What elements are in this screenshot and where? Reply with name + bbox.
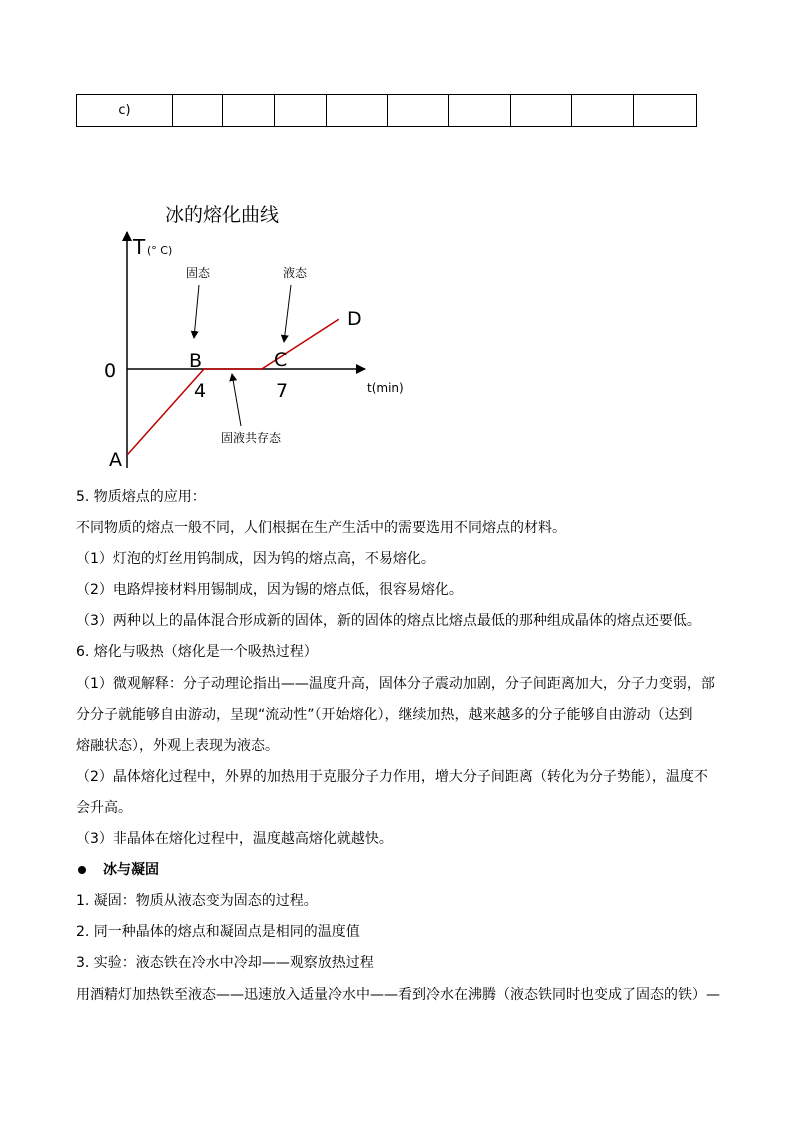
y-axis-unit: (° C): [147, 244, 173, 257]
x-tick-7: 7: [276, 380, 289, 402]
item-2: 2. 同一种晶体的熔点和凝固点是相同的温度值: [76, 924, 360, 940]
annotation-mixed: 固液共存态: [221, 431, 282, 445]
annotation-mixed-arrow: [232, 374, 241, 426]
annotation-solid-arrow: [194, 285, 199, 338]
section-6-item-1-line-2: 分分子就能够自由游动，呈现“流动性”（开始熔化），继续加热，越来越多的分子能够自由游动（达到: [76, 707, 693, 723]
section-6-item-2-line-1: （2）晶体熔化过程中，外界的加热用于克服分子力作用，增大分子间距离（转化为分子势能），温度不: [76, 769, 708, 785]
point-a-label: A: [109, 449, 122, 471]
section-6-item-2-line-2: 会升高。: [76, 800, 132, 816]
annotation-liquid: 液态: [283, 266, 308, 280]
section-6-item-3: （3）非晶体在熔化过程中，温度越高熔化就越快。: [76, 831, 393, 847]
annotation-liquid-arrow: [284, 285, 291, 342]
chart-title: 冰的熔化曲线: [165, 204, 280, 226]
annotation-solid: 固态: [186, 266, 211, 280]
x-axis-label: t(min): [367, 381, 404, 395]
table-cell: c): [77, 95, 173, 127]
point-b-label: B: [189, 350, 203, 372]
y-axis-letter: T: [133, 235, 146, 259]
section-6-item-1-line-1: （1）微观解释：分子动理论指出——温度升高，固体分子震动加剧，分子间距离加大，分子力变弱，部: [76, 676, 715, 692]
section-heading-solidification: 冰与凝固: [103, 862, 159, 878]
section-5-item-3: （3）两种以上的晶体混合形成新的固体，新的固体的熔点比熔点最低的那种组成晶体的熔点还要低。: [76, 613, 701, 629]
section-5-title: 5. 物质熔点的应用：: [76, 489, 206, 505]
point-d-label: D: [347, 308, 362, 330]
section-5-item-2: （2）电路焊接材料用锡制成，因为锡的熔点低，很容易熔化。: [76, 582, 463, 598]
item-1: 1. 凝固：物质从液态变为固态的过程。: [76, 893, 318, 909]
section-6-item-1-line-3: 熔融状态），外观上表现为液态。: [76, 738, 279, 754]
point-c-label: C: [274, 349, 288, 371]
section-5-intro: 不同物质的熔点一般不同，人们根据在生产生活中的需要选用不同熔点的材料。: [76, 520, 566, 536]
x-tick-4: 4: [194, 380, 207, 402]
item-3: 3. 实验：液态铁在冷水中冷却——观察放热过程: [76, 955, 374, 971]
origin-label: 0: [104, 360, 117, 382]
bullet-icon: [78, 866, 86, 874]
item-4: 用酒精灯加热铁至液态——迅速放入适量冷水中——看到冷水在沸腾（液态铁同时也变成了固态的铁）—: [76, 987, 720, 1003]
melting-curve-chart: [0, 0, 794, 480]
section-6-title: 6. 熔化与吸热（熔化是一个吸热过程）: [76, 644, 318, 660]
section-5-item-1: （1）灯泡的灯丝用钨制成，因为钨的熔点高，不易熔化。: [76, 551, 435, 567]
